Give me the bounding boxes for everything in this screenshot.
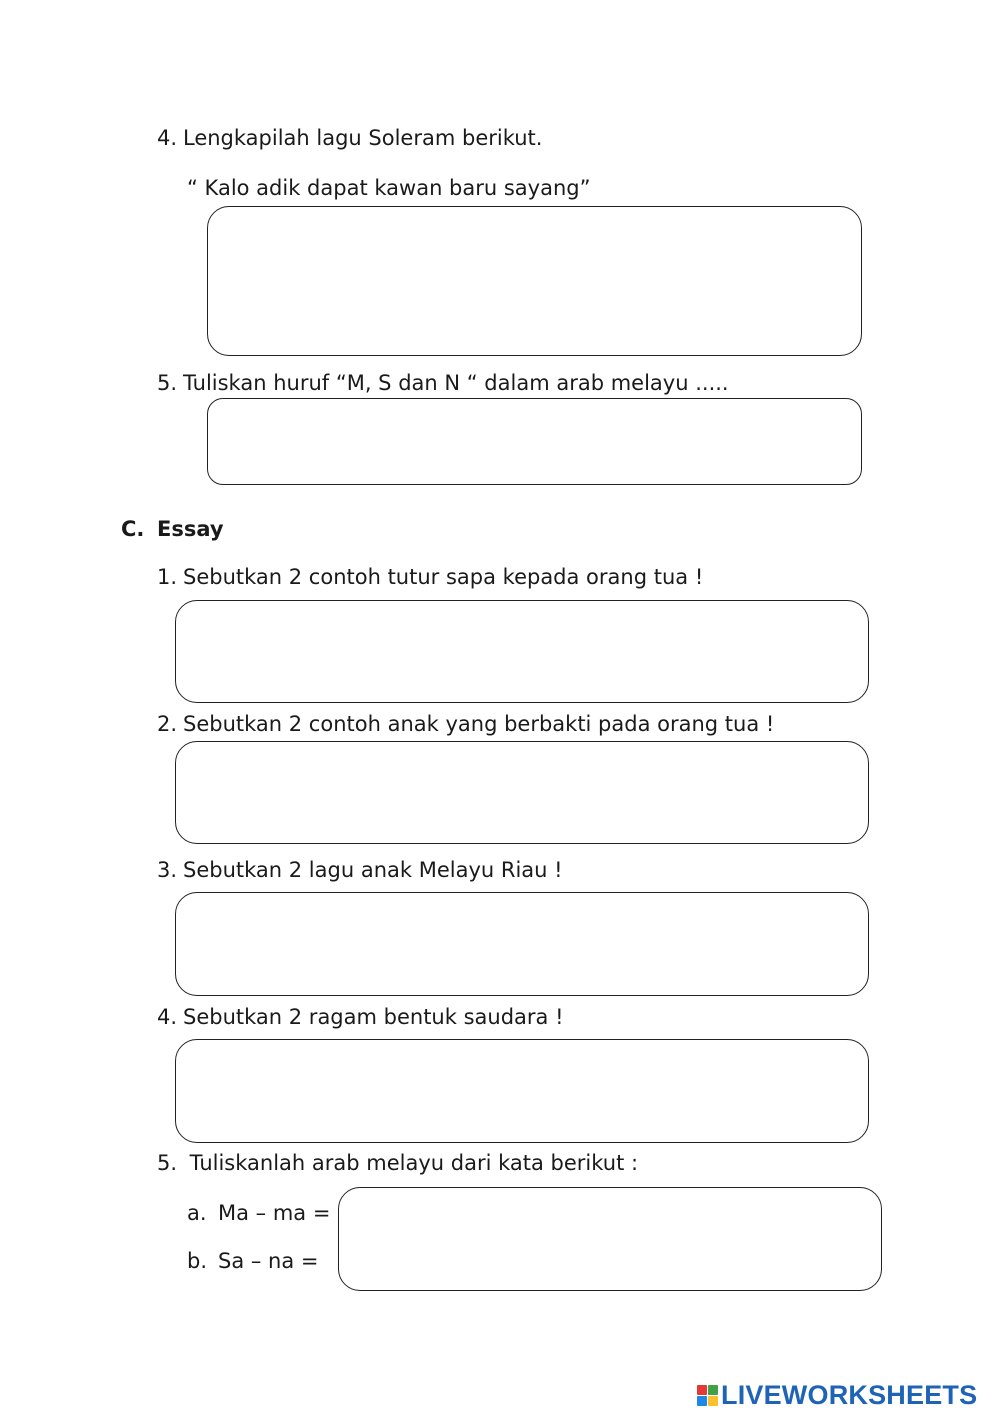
- answer-box-q4[interactable]: [207, 206, 862, 356]
- essay-1-prompt: 1. Sebutkan 2 contoh tutur sapa kepada orang tua !: [157, 565, 704, 589]
- question-5-prompt: 5. Tuliskan huruf “M, S dan N “ dalam arab melayu .....: [157, 371, 729, 395]
- question-4-quote: “ Kalo adik dapat kawan baru sayang”: [187, 176, 591, 200]
- answer-box-essay-5[interactable]: [338, 1187, 882, 1291]
- answer-box-essay-4[interactable]: [175, 1039, 869, 1143]
- liveworksheets-logo: [697, 1380, 977, 1410]
- essay-5-prompt: 5. Tuliskanlah arab melayu dari kata berikut :: [157, 1151, 639, 1175]
- question-5-number: 5.: [157, 371, 178, 395]
- section-c-heading: C. Essay: [121, 517, 224, 541]
- question-4-number: 4.: [157, 126, 178, 150]
- essay-5-item-a: a. Ma – ma =: [187, 1201, 331, 1225]
- essay-5-item-b: b. Sa – na =: [187, 1249, 319, 1273]
- answer-box-essay-2[interactable]: [175, 741, 869, 844]
- essay-4-prompt: 4. Sebutkan 2 ragam bentuk saudara !: [157, 1005, 564, 1029]
- answer-box-essay-1[interactable]: [175, 600, 869, 703]
- answer-box-q5[interactable]: [207, 398, 862, 485]
- essay-2-prompt: 2. Sebutkan 2 contoh anak yang berbakti pada orang tua !: [157, 712, 775, 736]
- question-4-prompt: 4. Lengkapilah lagu Soleram berikut.: [157, 126, 543, 150]
- logo-grid-icon: [697, 1385, 718, 1406]
- answer-box-essay-3[interactable]: [175, 892, 869, 996]
- essay-3-prompt: 3. Sebutkan 2 lagu anak Melayu Riau !: [157, 858, 563, 882]
- section-c-letter: C.: [121, 517, 145, 541]
- logo-text: LIVEWORKSHEETS: [721, 1379, 978, 1410]
